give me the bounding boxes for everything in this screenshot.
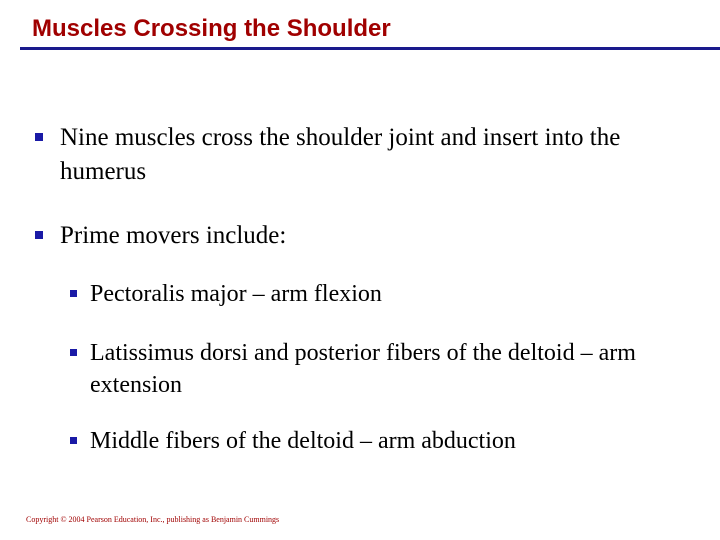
square-bullet-icon <box>35 231 43 239</box>
square-bullet-icon <box>70 349 77 356</box>
bullet-text: Latissimus dorsi and posterior fibers of the deltoid – arm extension <box>90 340 636 398</box>
square-bullet-icon <box>70 290 77 297</box>
bullet-text: Middle fibers of the deltoid – arm abduction <box>90 428 516 454</box>
title-underline <box>20 47 720 50</box>
bullet-item <box>60 219 710 253</box>
sub-bullet-item <box>90 425 710 457</box>
square-bullet-icon <box>70 437 77 444</box>
sub-bullet-item <box>90 337 710 401</box>
bullet-text: Pectoralis major – arm flexion <box>90 281 382 307</box>
sub-bullet-item <box>90 278 710 310</box>
square-bullet-icon <box>35 133 43 141</box>
bullet-item <box>60 121 710 189</box>
bullet-text: Prime movers include: <box>60 222 287 249</box>
bullet-text: Nine muscles cross the shoulder joint and insert into the humerus <box>60 124 621 185</box>
copyright-notice: Copyright © 2004 Pearson Education, Inc., publishing as Benjamin Cummings <box>26 515 280 524</box>
slide-title: Muscles Crossing the Shoulder <box>32 15 391 42</box>
